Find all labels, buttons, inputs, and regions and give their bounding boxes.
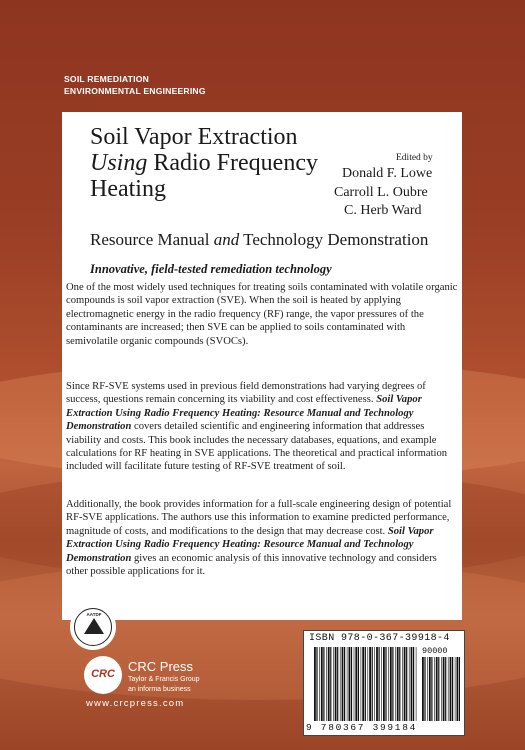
publisher-url: www.crcpress.com [86, 698, 185, 709]
description-paragraph [66, 380, 458, 474]
barcode-bar [397, 647, 399, 721]
paragraph-book-title: Soil Vapor Extraction Using Radio Frequency Heating: Resource Manual and Technology Demonstration [66, 525, 434, 564]
barcode-icon [314, 647, 418, 721]
aatdf-seal [74, 608, 112, 646]
barcode-bar [314, 647, 316, 721]
barcode-bar [399, 647, 400, 721]
barcode-bar [323, 647, 324, 721]
paragraph-text: gives an economic analysis of this innovative technology and considers other possible applications for it. [66, 552, 437, 578]
barcode-bar [388, 647, 389, 721]
book-subtitle [90, 230, 428, 250]
barcode-bar [319, 647, 320, 721]
barcode-bar [443, 657, 445, 721]
barcode-bar [349, 647, 351, 721]
barcode-bar [351, 647, 352, 721]
barcode-bar [409, 647, 410, 721]
barcode-bar [381, 647, 382, 721]
barcode-bar [452, 657, 453, 721]
barcode-bar [411, 647, 413, 721]
barcode-bar [422, 657, 424, 721]
barcode-bar [379, 647, 380, 721]
barcode-bar [450, 657, 452, 721]
paragraph-text: Additionally, the book provides information for a full-scale engineering design of potential RF-SVE applications. The authors use this information to examine predicted performance, magnitude of costs, and modifications to the design that may decrease cost. [66, 499, 452, 537]
editor-name: Donald F. Lowe [342, 166, 433, 181]
barcode-bar [344, 647, 345, 721]
aatdf-logo-icon [70, 604, 116, 650]
series-label [64, 73, 206, 97]
barcode-addon-icon [422, 657, 460, 721]
barcode-bar [326, 647, 327, 721]
description-paragraph [66, 498, 458, 578]
description-paragraph: One of the most widely used techniques for treating soils contaminated with volatile organic compounds is soil vapor extraction (SVE). When the soil is heated by applying electromagnetic energy in the radio frequency (RF) range, the vapor pressures of the contaminants are increased; then SVE can be applied to soils contaminated with semivolatile organic compounds (SVOCs). [66, 282, 458, 347]
barcode-bar [361, 647, 362, 721]
barcode-bar [342, 647, 344, 721]
barcode-bar [392, 647, 393, 721]
barcode-bar [390, 647, 392, 721]
barcode-bar [333, 647, 334, 721]
crc-logo-icon [84, 656, 122, 694]
barcode-bar [406, 647, 407, 721]
barcode-bar [436, 657, 438, 721]
publisher-group-line: Taylor & Francis Group [128, 676, 200, 683]
title-line-rest: Radio Frequency [147, 150, 318, 176]
publisher-name: CRC Press [128, 659, 194, 674]
barcode-bar [372, 647, 373, 721]
barcode-bar [358, 647, 359, 721]
barcode-bar [448, 657, 449, 721]
publisher-group [128, 675, 200, 695]
barcode-bar [445, 657, 446, 721]
barcode-bar [328, 647, 330, 721]
barcode-bar [429, 657, 431, 721]
barcode-bar [355, 647, 357, 721]
barcode-bar [347, 647, 348, 721]
series-line: ENVIRONMENTAL ENGINEERING [64, 86, 206, 96]
paragraph-text: covers detailed scientific and engineering information that addresses viability and costs. This book includes the necessary databases, equations, and example calculations for RF heating in SVE applications. The theoretical and practical information included will facilitate future testing of RF-SVE treatment of soil. [66, 421, 448, 473]
subtitle-part: Technology Demonstration [239, 230, 429, 249]
subtitle-part: Resource Manual [90, 230, 214, 249]
subtitle-and: and [213, 230, 240, 249]
crc-logo-text: CRC [91, 668, 115, 680]
paragraph-text: Since RF-SVE systems used in previous field demonstrations had varying degrees of success, questions remain concerning its viability and cost effectiveness. [66, 381, 426, 406]
series-line: SOIL REMEDIATION [64, 74, 150, 84]
barcode-bar [335, 647, 337, 721]
barcode-bar [441, 657, 442, 721]
barcode-bar [337, 647, 338, 721]
barcode-bar [376, 647, 378, 721]
barcode-bar [321, 647, 323, 721]
barcode-bar [330, 647, 331, 721]
barcode-bar [455, 657, 456, 721]
barcode-bar [413, 647, 414, 721]
barcode-bar [368, 647, 369, 721]
edited-by-label: Edited by [396, 153, 433, 163]
aatdf-label: AATDF [86, 612, 102, 617]
barcode-bar [431, 657, 432, 721]
barcode-bar [427, 657, 428, 721]
barcode-bar [383, 647, 385, 721]
barcode-bar [362, 647, 364, 721]
barcode-bar [404, 647, 406, 721]
barcode-bar [365, 647, 366, 721]
title-line [90, 150, 340, 176]
barcode-bar [457, 657, 459, 721]
book-title [90, 124, 340, 202]
paragraph-book-title: Soil Vapor Extraction Using Radio Frequency Heating: Resource Manual and Technology Demonstration [66, 394, 422, 433]
barcode-bar [416, 647, 417, 721]
isbn-text: ISBN 978-0-367-39918-4 [309, 633, 450, 644]
tagline: Innovative, field-tested remediation technology [90, 262, 332, 276]
title-line: Soil Vapor Extraction [90, 124, 298, 150]
title-italic-word: Using [90, 150, 148, 176]
barcode-bar [340, 647, 341, 721]
barcode-bar [434, 657, 435, 721]
ean-text: 9 780367 399184 [306, 722, 418, 733]
barcode-addon-text: 90000 [422, 646, 448, 656]
barcode-bar [369, 647, 371, 721]
barcode-box [303, 630, 465, 736]
barcode-bar [385, 647, 386, 721]
title-line: Heating [90, 176, 166, 202]
publisher-group-line: an informa business [128, 686, 191, 693]
barcode-bar [438, 657, 439, 721]
barcode-bar [395, 647, 396, 721]
barcode-bar [402, 647, 403, 721]
triangle-icon [84, 618, 104, 634]
barcode-bar [316, 647, 317, 721]
barcode-bar [459, 657, 460, 721]
barcode-bar [424, 657, 425, 721]
editors-block [322, 152, 452, 221]
editor-name: C. Herb Ward [344, 203, 422, 218]
editor-name: Carroll L. Oubre [334, 184, 428, 200]
cover-panel [62, 112, 462, 620]
barcode-bar [374, 647, 375, 721]
barcode-bar [354, 647, 355, 721]
